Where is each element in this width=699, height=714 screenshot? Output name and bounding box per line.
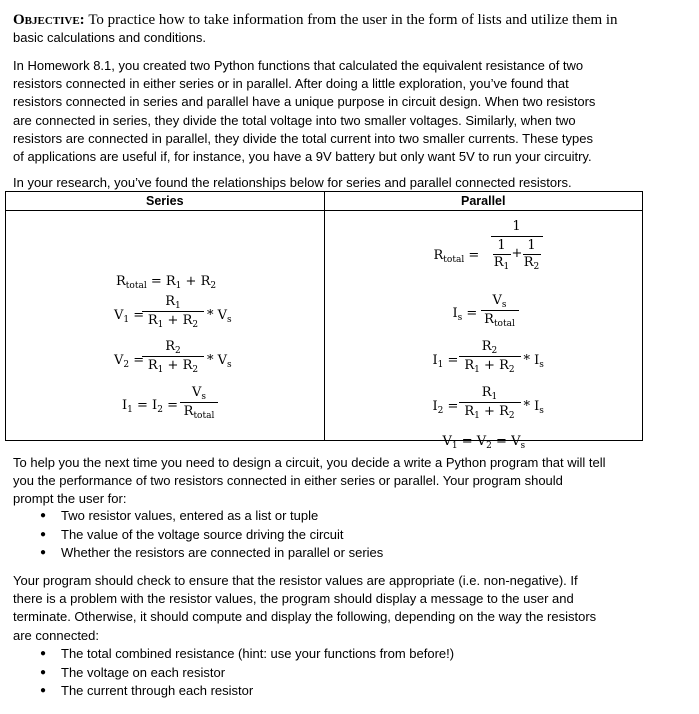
list-item: ● The voltage on each resistor: [40, 664, 226, 680]
intro-line: are connected in series, they divide the total voltage into two smaller voltages. Similarly, when two: [13, 112, 576, 128]
intro-line: resistors connected in either series or in parallel. After doing a little exploration, you’ve found that: [13, 76, 569, 92]
intro-paragraph: [13, 57, 641, 166]
parallel-cell: [324, 211, 643, 452]
program-paragraph: To help you the next time you need to design a circuit, you decide a write a Python program that will tell you the performance of two resistors connected in either series or parallel. Your program should prompt the user for:: [13, 455, 606, 507]
research-line: In your research, you’ve found the relationships below for series and parallel connected resistors.: [13, 175, 572, 190]
relationships-table: [5, 191, 643, 452]
series-v2-fraction: $R_2$ $R_1 + R_2$: [142, 339, 204, 374]
series-v1-times: * $V_s$: [207, 308, 232, 326]
series-rtotal-eq: $R_{total} = R_1 + R_2$: [116, 274, 217, 292]
parallel-header: Parallel: [324, 192, 643, 211]
parallel-i1-fraction: $R_2$ $R_1 + R_2$: [459, 339, 521, 374]
objective-text-line2: basic calculations and conditions.: [13, 30, 206, 46]
parallel-is-lhs: $I_s$ =: [452, 306, 478, 324]
output-list: [40, 645, 454, 701]
series-v1-fraction: $R_1$ $R_1 + R_2$: [142, 294, 204, 329]
objective-label: Objective:: [13, 12, 85, 28]
series-v1-lhs: $V_1$ =: [114, 308, 145, 326]
prompt-list: [40, 507, 383, 563]
list-item: ● Two resistor values, entered as a list or tuple: [40, 508, 319, 523]
intro-line: resistors connected in series and parallel have a unique purpose in circuit design. When two resistors: [13, 94, 596, 110]
parallel-i2-fraction: $R_1$ $R_1 + R_2$: [459, 385, 521, 420]
parallel-voltage-eq: $V_1 = V_2 = V_s$: [442, 434, 526, 452]
list-item: ● Whether the resistors are connected in parallel or series: [40, 545, 384, 560]
parallel-i2-lhs: $I_2$ =: [432, 399, 459, 417]
series-header: Series: [6, 192, 325, 211]
series-current-fraction: $V_s$ $R_{total}$: [180, 385, 218, 420]
series-current-lhs: $I_1 = I_2$ =: [122, 398, 178, 416]
intro-line: of applications are useful if, for instance, you have a 9V battery but only want 5V to run your circuitry.: [13, 149, 592, 165]
list-item: ● The total combined resistance (hint: use your functions from before!): [40, 646, 455, 661]
series-v2-lhs: $V_2$ =: [114, 353, 145, 371]
parallel-rtotal-lhs: $R_{total}$ =: [433, 248, 480, 266]
parallel-i2-times: * $I_s$: [523, 399, 544, 417]
objective-paragraph: [13, 11, 641, 47]
objective-text-line1: To practice how to take information from the user in the form of lists and utilize them in: [88, 12, 618, 28]
check-paragraph: Your program should check to ensure that the resistor values are appropriate (i.e. non-negative). If there is a problem with the resistor values, the program should display a message to the user and terminate. Otherwise, it should compute and display the following, depending on the way the resistors are connected:: [13, 573, 597, 643]
list-item: ● The current through each resistor: [40, 683, 254, 698]
parallel-i1-times: * $I_s$: [523, 353, 544, 371]
parallel-is-fraction: $V_s$ $R_{total}$: [481, 293, 519, 328]
series-v2-times: * $V_s$: [207, 353, 232, 371]
intro-line: In Homework 8.1, you created two Python functions that calculated the equivalent resistance of two: [13, 58, 584, 73]
intro-line: resistors are connected in parallel, they divide the total current into two smaller currents. These types: [13, 130, 593, 146]
list-item: ● The value of the voltage source driving the circuit: [40, 526, 344, 542]
series-cell: [6, 211, 325, 441]
parallel-i1-lhs: $I_1$ =: [432, 353, 459, 371]
parallel-rtotal-fraction: 1 1 $R_1$ + 1 $R_2$: [491, 219, 543, 272]
